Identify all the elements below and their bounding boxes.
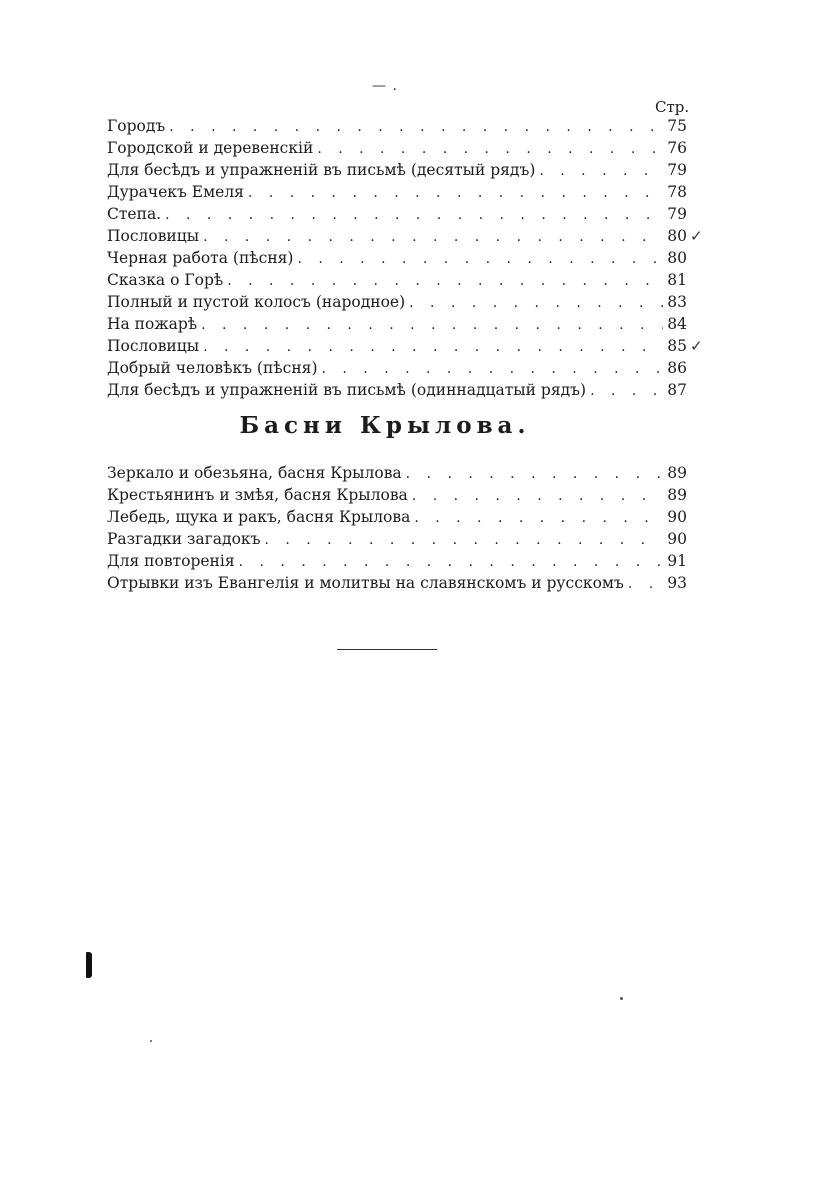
toc-entry	[107, 292, 687, 314]
toc-entry	[107, 138, 687, 160]
dot-leader	[405, 293, 663, 314]
toc-entry	[107, 573, 687, 595]
toc-entry-title: Для повторенія	[107, 552, 235, 570]
toc-entry	[107, 380, 687, 402]
dot-leader	[165, 117, 663, 138]
dot-leader	[293, 249, 663, 270]
page-column-heading: Стр.	[655, 98, 690, 116]
toc-entry-title: Пословицы	[107, 337, 200, 355]
dot-leader	[586, 381, 663, 402]
toc-entry	[107, 116, 687, 138]
toc-entry	[107, 485, 687, 507]
toc-entry-page: 85	[667, 337, 687, 355]
toc-entry	[107, 314, 687, 336]
toc-entry-title: Крестьянинъ и змѣя, басня Крылова	[107, 486, 408, 504]
toc-entry-page: 89	[667, 464, 687, 482]
dot-leader	[223, 271, 663, 292]
toc-entry-page: 90	[667, 508, 687, 526]
toc-entry	[107, 226, 703, 248]
toc-entry-title: Пословицы	[107, 227, 200, 245]
dot-leader	[235, 552, 663, 573]
toc-entry-page: 80	[667, 227, 687, 245]
toc-entry-page: 93	[667, 574, 687, 592]
toc-entry	[107, 358, 687, 380]
toc-entry-title: Добрый человѣкъ (пѣсня)	[107, 359, 318, 377]
dot-leader	[318, 359, 664, 380]
toc-entry-page: 81	[667, 271, 687, 289]
toc-entry	[107, 463, 687, 485]
toc-entry-page: 87	[667, 381, 687, 399]
toc-entry-title: Дурачекъ Емеля	[107, 183, 244, 201]
toc-entry	[107, 529, 687, 551]
toc-entry-title: Отрывки изъ Евангелія и молитвы на славянскомъ и русскомъ	[107, 574, 624, 592]
toc-entry-title: Сказка о Горѣ	[107, 271, 224, 289]
toc-entry	[107, 551, 687, 573]
toc-entry-page: 84	[667, 315, 687, 333]
toc-entry-page: 83	[667, 293, 687, 311]
toc-entry	[107, 248, 687, 270]
scan-speck	[150, 1040, 152, 1042]
toc-entry-title: Черная работа (пѣсня)	[107, 249, 294, 267]
dot-leader	[244, 183, 663, 204]
toc-entry-page: 91	[667, 552, 687, 570]
toc-entry	[107, 336, 703, 358]
dot-leader	[260, 530, 663, 551]
dot-leader	[199, 337, 663, 358]
scan-speck	[620, 997, 623, 1000]
toc-entry-page: 80	[667, 249, 687, 267]
toc-entry-page: 90	[667, 530, 687, 548]
checkmark-icon: ✓	[690, 337, 703, 355]
toc-entry	[107, 182, 687, 204]
dot-leader	[410, 508, 663, 529]
toc-entry-page: 79	[667, 205, 687, 223]
toc-entry-page: 78	[667, 183, 687, 201]
toc-list-part1	[107, 116, 703, 402]
scan-blot	[86, 952, 92, 978]
dot-leader	[408, 486, 663, 507]
toc-entry-page: 75	[667, 117, 687, 135]
toc-entry-page: 86	[667, 359, 687, 377]
checkmark-icon: ✓	[690, 227, 703, 245]
toc-entry-title: На пожарѣ	[107, 315, 198, 333]
toc-entry-title: Для бесѣдъ и упражненій въ письмѣ (одиннадцатый рядъ)	[107, 381, 587, 399]
dot-leader	[199, 227, 663, 248]
toc-entry	[107, 160, 687, 182]
toc-entry-title: Зеркало и обезьяна, басня Крылова	[107, 464, 402, 482]
toc-entry-page: 76	[667, 139, 687, 157]
toc-entry-page: 79	[667, 161, 687, 179]
toc-entry-title: Полный и пустой колосъ (народное)	[107, 293, 406, 311]
toc-entry-title: Городъ	[107, 117, 166, 135]
toc-entry-title: Разгадки загадокъ	[107, 530, 261, 548]
divider-rule	[337, 649, 437, 650]
dot-leader	[161, 205, 663, 226]
dot-leader	[624, 574, 663, 595]
toc-entry	[107, 204, 687, 226]
toc-list-part2	[107, 463, 687, 595]
toc-entry-page: 89	[667, 486, 687, 504]
toc-entry-title: Степа.	[107, 205, 162, 223]
toc-entry-title: Лебедь, щука и ракъ, басня Крылова	[107, 508, 411, 526]
dot-leader	[197, 315, 663, 336]
dot-leader	[313, 139, 663, 160]
dot-leader	[535, 161, 663, 182]
page-mark: — .	[372, 78, 398, 94]
toc-entry-title: Городской и деревенскій	[107, 139, 314, 157]
dot-leader	[402, 464, 663, 485]
toc-entry	[107, 270, 687, 292]
toc-entry-title: Для бесѣдъ и упражненій въ письмѣ (десятый рядъ)	[107, 161, 536, 179]
toc-entry	[107, 507, 687, 529]
section-title: Басни Крылова.	[239, 412, 531, 439]
